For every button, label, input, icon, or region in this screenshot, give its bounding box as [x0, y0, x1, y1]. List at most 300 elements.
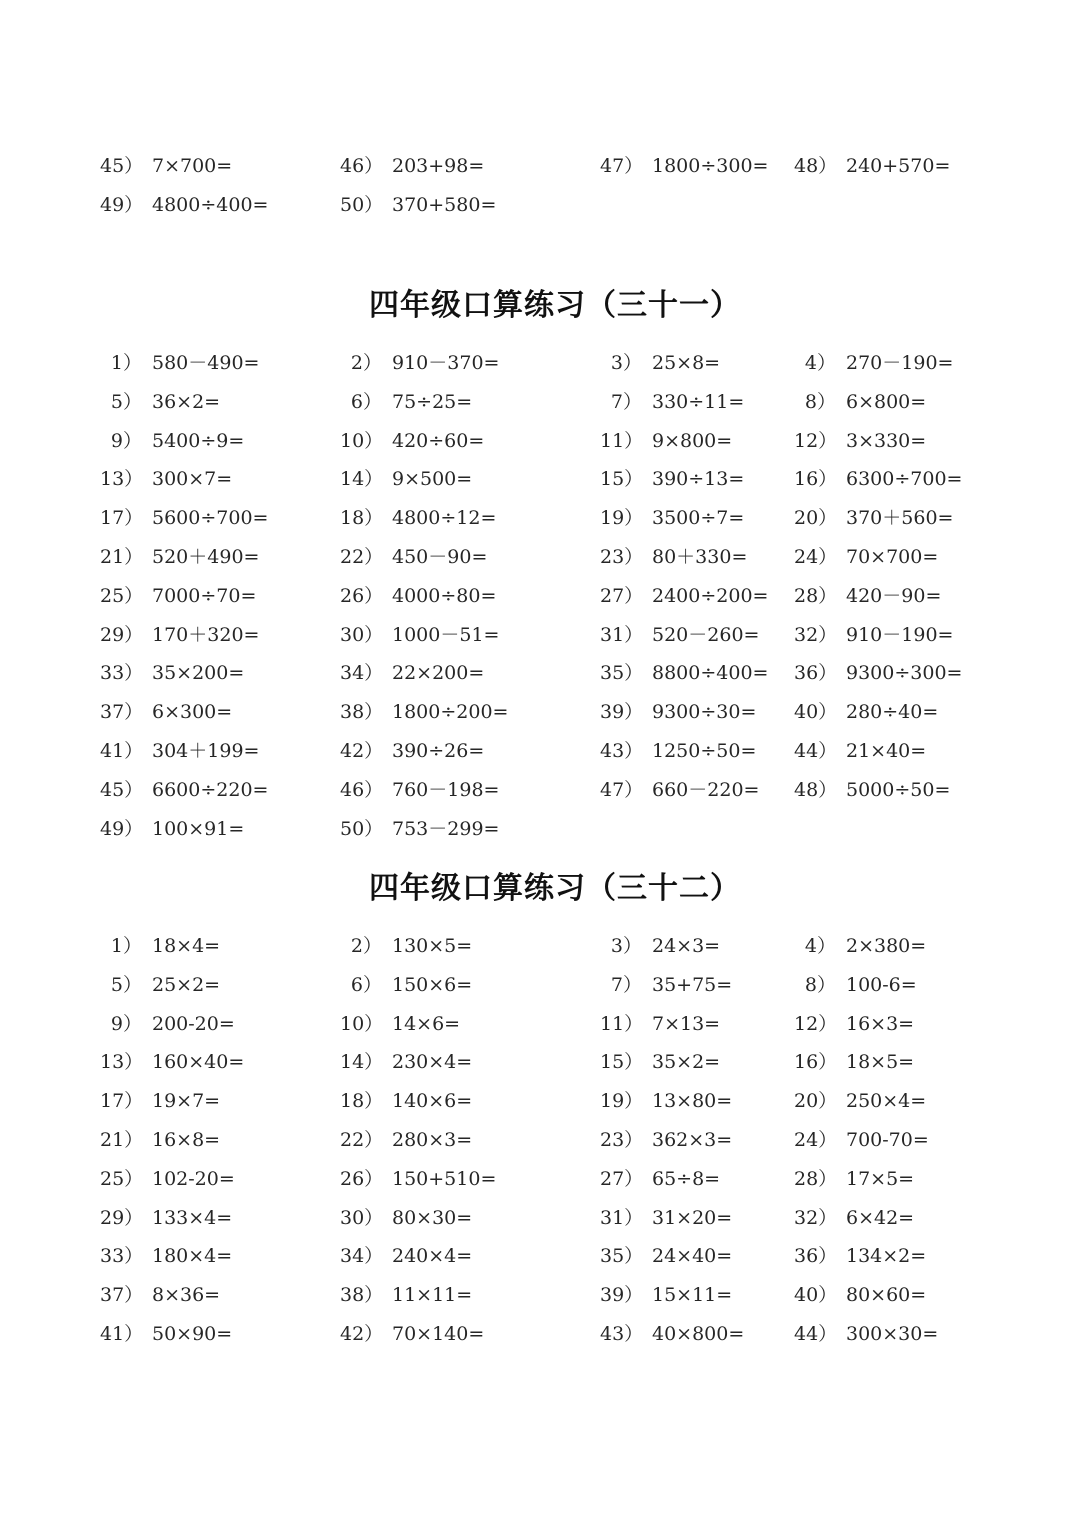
problem-number: 9） [110, 429, 142, 452]
problem-row [0, 1241, 1080, 1271]
problem-expression: 6×42= [846, 1206, 915, 1229]
problem-item [794, 1280, 926, 1310]
problem-item [100, 736, 259, 766]
problem-item [340, 387, 472, 417]
problem-item [340, 970, 472, 1000]
problem-row [0, 931, 1080, 961]
problem-item [600, 348, 720, 378]
problem-number: 41） [100, 1323, 144, 1345]
problem-expression: 35+75= [652, 973, 733, 996]
problem-expression: 370＋560= [846, 507, 954, 530]
problem-number: 15） [600, 1051, 644, 1074]
problem-number: 37） [100, 1284, 144, 1307]
problem-expression: 70×140= [392, 1323, 485, 1345]
problem-item [794, 1125, 929, 1155]
problem-item [340, 542, 487, 572]
problem-expression: 5400÷9= [152, 429, 245, 452]
problem-number: 47） [600, 778, 644, 801]
problem-expression: 2×380= [846, 935, 927, 957]
problem-row [0, 426, 1080, 456]
problem-number: 31） [600, 623, 644, 646]
problem-item [600, 775, 759, 805]
problem-number: 25） [100, 584, 144, 607]
problem-expression: 25×8= [652, 352, 721, 374]
problem-item [340, 426, 484, 456]
problem-item [100, 931, 220, 961]
problem-number: 10） [340, 429, 384, 452]
problem-item [600, 464, 744, 494]
problem-expression: 21×40= [846, 740, 927, 762]
problem-expression: 9×500= [392, 468, 473, 491]
problem-number: 10） [340, 1012, 384, 1035]
problem-expression: 9300÷30= [652, 701, 757, 724]
problem-item [794, 775, 950, 805]
problem-item [340, 1009, 460, 1039]
problem-expression: 70×700= [846, 546, 939, 568]
problem-item [600, 620, 759, 650]
problem-item [600, 658, 768, 688]
problem-item [100, 1164, 235, 1194]
problem-row [0, 1280, 1080, 1310]
problem-expression: 250×4= [846, 1090, 927, 1113]
problem-number: 39） [600, 1284, 644, 1307]
problem-expression: 1000－51= [392, 623, 500, 646]
problem-expression: 200-20= [152, 1012, 235, 1035]
problem-number: 30） [340, 1206, 384, 1229]
problem-item [794, 503, 953, 533]
problem-expression: 240×4= [392, 1245, 473, 1268]
problem-row [0, 542, 1080, 572]
problem-expression: 280×3= [392, 1129, 473, 1151]
problem-row [0, 1047, 1080, 1077]
problem-number: 32） [794, 623, 838, 646]
problem-number: 6） [350, 390, 382, 413]
problem-expression: 25×2= [152, 973, 221, 996]
problem-number: 45） [100, 155, 144, 177]
problem-expression: 420÷60= [392, 429, 485, 452]
problem-number: 17） [100, 507, 144, 530]
problem-number: 22） [340, 1129, 384, 1151]
problem-item [794, 1241, 926, 1271]
problem-number: 42） [340, 1323, 384, 1345]
problem-item [100, 814, 244, 844]
problem-item [794, 931, 926, 961]
problem-item [340, 931, 472, 961]
problem-expression: 390÷26= [392, 740, 485, 762]
problem-number: 49） [100, 817, 144, 840]
problem-item [340, 697, 508, 727]
problem-expression: 35×2= [652, 1051, 721, 1074]
problem-number: 29） [100, 623, 144, 646]
problem-number: 1） [110, 352, 142, 374]
problem-item [600, 697, 756, 727]
problem-expression: 170＋320= [152, 623, 260, 646]
problem-expression: 1800÷200= [392, 701, 509, 724]
problem-item [600, 1164, 720, 1194]
problem-item [100, 464, 232, 494]
problem-expression: 180×4= [152, 1245, 233, 1268]
problem-item [600, 1319, 744, 1349]
problem-item [340, 775, 499, 805]
problem-item [100, 1047, 244, 1077]
problem-expression: 133×4= [152, 1206, 233, 1229]
problem-item [340, 1164, 496, 1194]
problem-item [100, 426, 244, 456]
problem-number: 32） [794, 1206, 838, 1229]
problem-number: 22） [340, 546, 384, 568]
problem-number: 19） [600, 507, 644, 530]
problem-item [340, 348, 499, 378]
problem-number: 18） [340, 507, 384, 530]
problem-item [100, 1319, 232, 1349]
problem-item [794, 426, 926, 456]
problem-item [340, 1203, 472, 1233]
problem-number: 48） [794, 778, 838, 801]
problem-number: 14） [340, 1051, 384, 1074]
problem-number: 48） [794, 155, 838, 177]
problem-number: 46） [340, 778, 384, 801]
problem-item [600, 503, 744, 533]
problem-expression: 240+570= [846, 155, 951, 177]
problem-expression: 31×20= [652, 1206, 733, 1229]
problem-expression: 75÷25= [392, 390, 473, 413]
problem-expression: 9300÷300= [846, 662, 963, 685]
problem-expression: 36×2= [152, 390, 221, 413]
problem-number: 23） [600, 1129, 644, 1151]
problem-expression: 280÷40= [846, 701, 939, 724]
problem-number: 8） [804, 973, 836, 996]
problem-number: 21） [100, 1129, 144, 1151]
problem-expression: 40×800= [652, 1323, 745, 1345]
problem-number: 5） [110, 973, 142, 996]
problem-item [100, 542, 259, 572]
problem-item [600, 151, 768, 181]
problem-number: 2） [350, 935, 382, 957]
problem-item [794, 1319, 938, 1349]
problem-number: 38） [340, 701, 384, 724]
problem-number: 17） [100, 1090, 144, 1113]
problem-item [794, 1203, 914, 1233]
problem-expression: 15×11= [652, 1284, 733, 1307]
problem-item [600, 1203, 732, 1233]
problem-item [100, 1086, 220, 1116]
problem-expression: 3×330= [846, 429, 927, 452]
problem-item [100, 503, 268, 533]
problem-row [0, 464, 1080, 494]
problem-row [0, 658, 1080, 688]
problem-number: 26） [340, 1167, 384, 1190]
problem-row [0, 736, 1080, 766]
problem-number: 3） [610, 352, 642, 374]
problem-expression: 8800÷400= [652, 662, 769, 685]
problem-expression: 16×3= [846, 1012, 915, 1035]
problem-row [0, 1164, 1080, 1194]
problem-item [340, 1086, 472, 1116]
problem-expression: 753－299= [392, 817, 500, 840]
problem-expression: 150×6= [392, 973, 473, 996]
problem-item [794, 1009, 914, 1039]
problem-expression: 13×80= [652, 1090, 733, 1113]
problem-row [0, 1009, 1080, 1039]
problem-number: 49） [100, 193, 144, 216]
problem-number: 13） [100, 1051, 144, 1074]
problem-item [340, 1241, 472, 1271]
problem-item [340, 1125, 472, 1155]
problem-item [600, 1009, 720, 1039]
problem-expression: 6300÷700= [846, 468, 963, 491]
problem-number: 40） [794, 701, 838, 724]
problem-expression: 130×5= [392, 935, 473, 957]
problem-number: 26） [340, 584, 384, 607]
problem-number: 11） [600, 1012, 644, 1035]
problem-item [600, 542, 747, 572]
problem-number: 37） [100, 701, 144, 724]
problem-number: 36） [794, 662, 838, 685]
problem-row [0, 1319, 1080, 1349]
problem-item [100, 1009, 235, 1039]
problem-number: 39） [600, 701, 644, 724]
problem-expression: 230×4= [392, 1051, 473, 1074]
problem-number: 12） [794, 1012, 838, 1035]
problem-item [794, 970, 917, 1000]
problem-number: 12） [794, 429, 838, 452]
problem-expression: 5000÷50= [846, 778, 951, 801]
problem-item [340, 151, 484, 181]
problem-row [0, 387, 1080, 417]
problem-expression: 17×5= [846, 1167, 915, 1190]
problem-expression: 420－90= [846, 584, 942, 607]
problem-row [0, 775, 1080, 805]
problem-expression: 80×60= [846, 1284, 927, 1307]
problem-expression: 304＋199= [152, 740, 260, 762]
problem-expression: 16×8= [152, 1129, 221, 1151]
problem-item [794, 736, 926, 766]
problem-item [794, 542, 938, 572]
problem-item [340, 581, 496, 611]
problem-number: 19） [600, 1090, 644, 1113]
problem-expression: 4800÷12= [392, 507, 497, 530]
problem-item [100, 775, 268, 805]
problem-item [100, 1280, 220, 1310]
problem-expression: 24×40= [652, 1245, 733, 1268]
problem-item [340, 1047, 472, 1077]
problem-item [340, 503, 496, 533]
problem-expression: 100×91= [152, 817, 245, 840]
problem-number: 11） [600, 429, 644, 452]
problem-item [100, 190, 268, 220]
problem-item [600, 1280, 732, 1310]
problem-item [340, 464, 472, 494]
problem-item [600, 1125, 732, 1155]
problem-expression: 1800÷300= [652, 155, 769, 177]
problem-row [0, 190, 1080, 220]
problem-row [0, 1086, 1080, 1116]
problem-item [100, 1125, 220, 1155]
problem-expression: 80＋330= [652, 546, 748, 568]
problem-expression: 760－198= [392, 778, 500, 801]
problem-expression: 102-20= [152, 1167, 235, 1190]
problem-item [794, 464, 962, 494]
problem-item [600, 1047, 720, 1077]
problem-number: 41） [100, 740, 144, 762]
problem-expression: 6600÷220= [152, 778, 269, 801]
problem-row [0, 970, 1080, 1000]
problem-expression: 35×200= [152, 662, 245, 685]
problem-item [100, 1203, 232, 1233]
problem-expression: 160×40= [152, 1051, 245, 1074]
problem-expression: 270－190= [846, 352, 954, 374]
problem-expression: 450－90= [392, 546, 488, 568]
problem-item [794, 387, 926, 417]
problem-number: 18） [340, 1090, 384, 1113]
problem-item [100, 1241, 232, 1271]
section-title: 四年级口算练习（三十二） [369, 871, 741, 906]
problem-expression: 520＋490= [152, 546, 260, 568]
problem-row [0, 581, 1080, 611]
problem-number: 47） [600, 155, 644, 177]
problem-expression: 4800÷400= [152, 193, 269, 216]
problem-expression: 80×30= [392, 1206, 473, 1229]
problem-row [0, 814, 1080, 844]
problem-number: 20） [794, 507, 838, 530]
problem-expression: 370+580= [392, 193, 497, 216]
problem-expression: 11×11= [392, 1284, 473, 1307]
problem-number: 33） [100, 1245, 144, 1268]
problem-item [794, 697, 938, 727]
problem-number: 28） [794, 1167, 838, 1190]
problem-expression: 580－490= [152, 352, 260, 374]
problem-item [794, 1086, 926, 1116]
problem-row [0, 1125, 1080, 1155]
problem-expression: 18×4= [152, 935, 221, 957]
problem-expression: 203+98= [392, 155, 485, 177]
problem-number: 40） [794, 1284, 838, 1307]
problem-expression: 330÷11= [652, 390, 745, 413]
problem-expression: 18×5= [846, 1051, 915, 1074]
problem-item [100, 387, 220, 417]
section-title: 四年级口算练习（三十一） [369, 288, 741, 323]
problem-expression: 24×3= [652, 935, 721, 957]
problem-item [340, 1280, 472, 1310]
problem-expression: 6×300= [152, 701, 233, 724]
problem-expression: 910－370= [392, 352, 500, 374]
problem-number: 43） [600, 1323, 644, 1345]
problem-number: 50） [340, 193, 384, 216]
problem-number: 46） [340, 155, 384, 177]
problem-number: 13） [100, 468, 144, 491]
problem-item [794, 1047, 914, 1077]
problem-number: 9） [110, 1012, 142, 1035]
problem-number: 30） [340, 623, 384, 646]
problem-row [0, 620, 1080, 650]
problem-item [340, 814, 499, 844]
problem-number: 16） [794, 468, 838, 491]
problem-item [340, 736, 484, 766]
problem-item [794, 620, 953, 650]
problem-item [600, 970, 732, 1000]
problem-number: 23） [600, 546, 644, 568]
problem-expression: 150+510= [392, 1167, 497, 1190]
problem-row [0, 348, 1080, 378]
problem-number: 35） [600, 1245, 644, 1268]
problem-item [100, 658, 244, 688]
problem-expression: 660－220= [652, 778, 760, 801]
problem-number: 44） [794, 1323, 838, 1345]
problem-item [100, 581, 256, 611]
problem-item [794, 1164, 914, 1194]
problem-item [600, 1086, 732, 1116]
problem-number: 31） [600, 1206, 644, 1229]
problem-item [794, 658, 962, 688]
problem-number: 2） [350, 352, 382, 374]
problem-expression: 3500÷7= [652, 507, 745, 530]
problem-number: 4） [804, 352, 836, 374]
problem-expression: 1250÷50= [652, 740, 757, 762]
problem-item [100, 620, 259, 650]
problem-expression: 6×800= [846, 390, 927, 413]
problem-number: 50） [340, 817, 384, 840]
problem-expression: 5600÷700= [152, 507, 269, 530]
problem-item [340, 658, 484, 688]
problem-number: 27） [600, 1167, 644, 1190]
problem-number: 14） [340, 468, 384, 491]
problem-item [600, 931, 720, 961]
problem-expression: 7×13= [652, 1012, 721, 1035]
problem-item [794, 151, 950, 181]
problem-number: 29） [100, 1206, 144, 1229]
problem-item [600, 736, 756, 766]
problem-number: 5） [110, 390, 142, 413]
problem-item [340, 1319, 484, 1349]
problem-number: 36） [794, 1245, 838, 1268]
problem-row [0, 1203, 1080, 1233]
problem-item [600, 581, 768, 611]
problem-expression: 65÷8= [652, 1167, 721, 1190]
problem-item [600, 426, 732, 456]
problem-number: 45） [100, 778, 144, 801]
problem-expression: 520－260= [652, 623, 760, 646]
problem-expression: 300×7= [152, 468, 233, 491]
problem-expression: 8×36= [152, 1284, 221, 1307]
problem-number: 21） [100, 546, 144, 568]
problem-expression: 22×200= [392, 662, 485, 685]
problem-number: 7） [610, 973, 642, 996]
problem-number: 33） [100, 662, 144, 685]
problem-expression: 910－190= [846, 623, 954, 646]
problem-expression: 362×3= [652, 1129, 733, 1151]
problem-expression: 7000÷70= [152, 584, 257, 607]
problem-number: 34） [340, 662, 384, 685]
problem-expression: 2400÷200= [652, 584, 769, 607]
problem-number: 15） [600, 468, 644, 491]
problem-number: 43） [600, 740, 644, 762]
problem-number: 35） [600, 662, 644, 685]
problem-expression: 7×700= [152, 155, 233, 177]
problem-item [794, 348, 953, 378]
problem-number: 42） [340, 740, 384, 762]
problem-expression: 134×2= [846, 1245, 927, 1268]
problem-number: 24） [794, 546, 838, 568]
problem-expression: 9×800= [652, 429, 733, 452]
problem-item [100, 151, 232, 181]
problem-expression: 4000÷80= [392, 584, 497, 607]
problem-item [600, 387, 744, 417]
problem-number: 4） [804, 935, 836, 957]
problem-number: 25） [100, 1167, 144, 1190]
problem-expression: 19×7= [152, 1090, 221, 1113]
problem-item [100, 348, 259, 378]
problem-number: 1） [110, 935, 142, 957]
